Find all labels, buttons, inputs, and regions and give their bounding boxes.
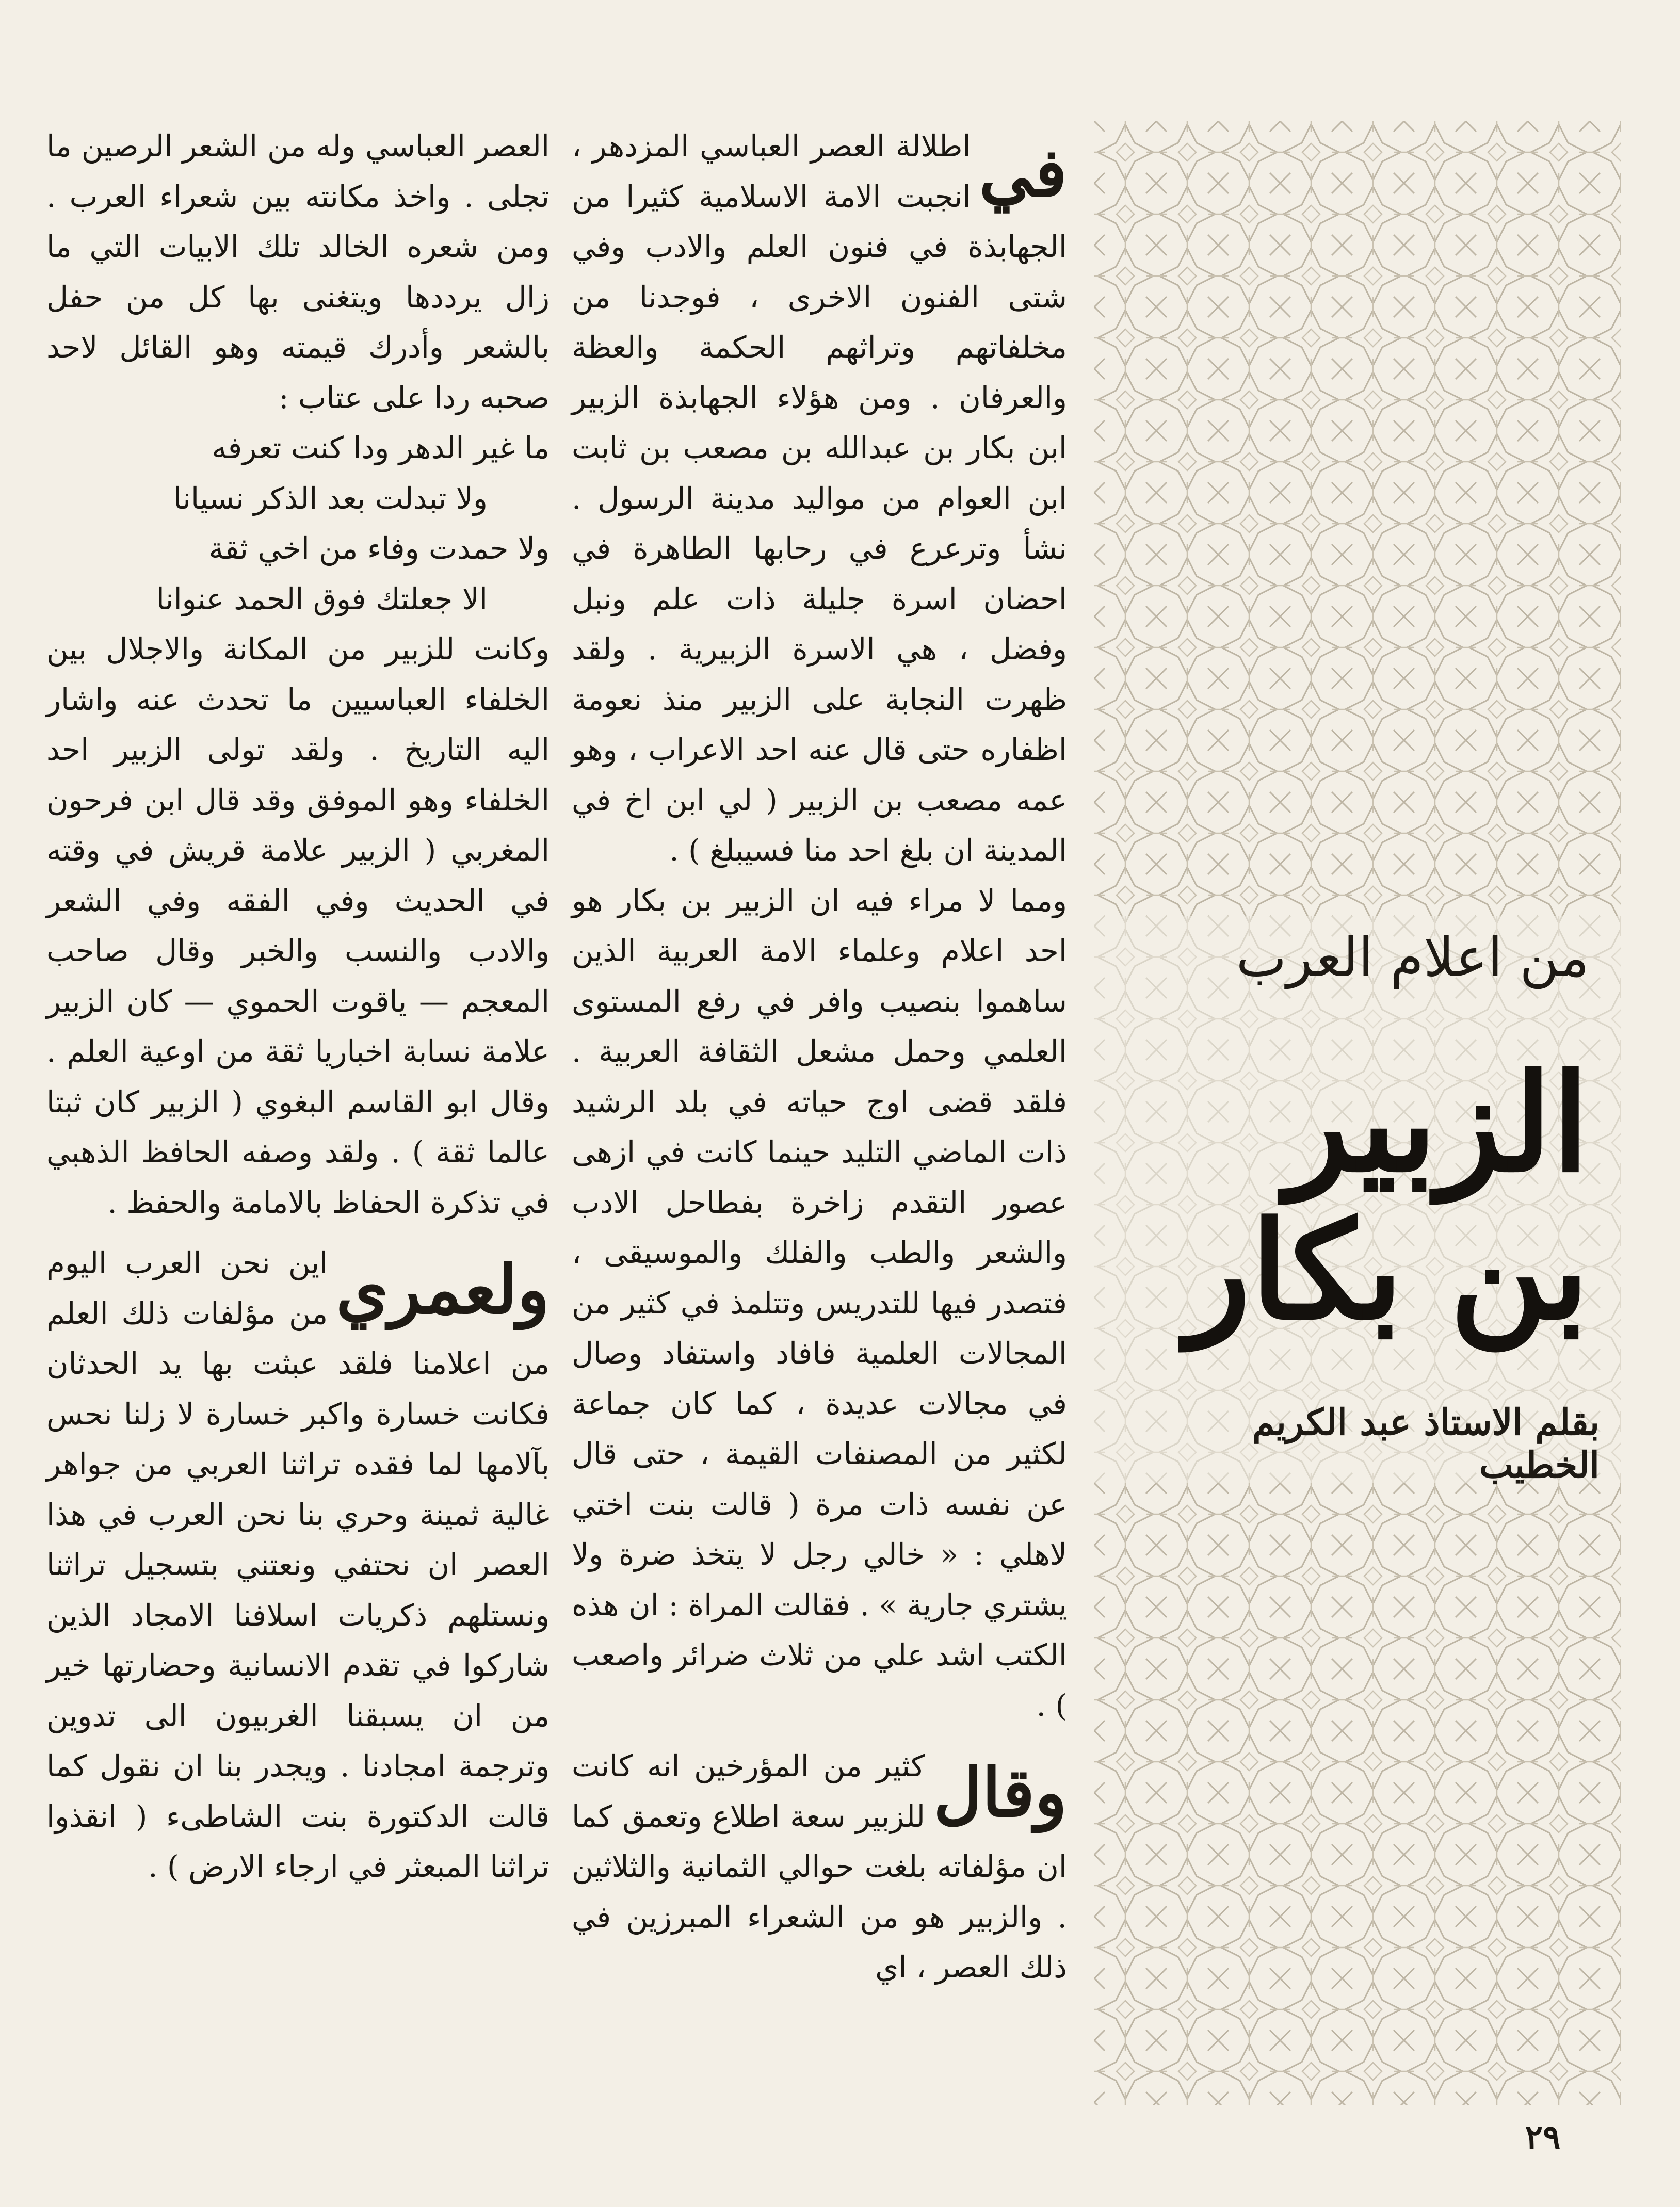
paragraph-4 <box>46 121 550 423</box>
article-title: الزبير بن بكار <box>1186 1045 1589 1350</box>
text-column-left <box>46 121 550 2107</box>
author-byline: بقلم الاستاذ عبد الكريم الخطيب <box>1252 1401 1600 1486</box>
paragraph-text: كثير من المؤرخين انه كانت للزبير سعة اطلاع وتعمق كما ان مؤلفاته بلغت حوالي الثمانية والثلاثين . والزبير هو من الشعراء المبرزين في ذلك العصر ، اي <box>572 1748 1067 1985</box>
paragraph-text: اطلالة العصر العباسي المزدهر ، انجبت الامة الاسلامية كثيرا من الجهابذة في فنون العلم والادب وفي شتى الفنون الاخرى ، فوجدنا من مخلفاتهم وتراثهم الحكمة والعظة والعرفان . ومن هؤلاء الجهابذة الزبير ابن بكار بن عبدالله بن مصعب بن ثابت ابن العوام من مواليد مدينة الرسول . نشأ وترعرع في رحابها الطاهرة في احضان اسرة جليلة ذات علم ونبل وفضل ، هي الاسرة الزبيرية . ولقد ظهرت النجابة على الزبير منذ نعومة اظفاره حتى قال عنه احد الاعراب ، وهو عمه مصعب بن الزبير ( لي ابن اخ في المدينة ان بلغ احد منا فسيبلغ ) . <box>572 128 1067 868</box>
dropcap: ولعمري <box>336 1250 550 1329</box>
paragraph-text: وكانت للزبير من المكانة والاجلال بين الخلفاء العباسيين ما تحدث عنه واشار اليه التاريخ . ولقد تولى الزبير احد الخلفاء وهو الموفق وقد قال ابن فرحون المغربي ( الزبير علامة قريش في وقته في الحديث وفي الفقه وفي الشعر والادب والنسب والخبر وقال صاحب المعجم — ياقوت الحموي — كان الزبير علامة نسابة اخباريا ثقة من اوعية العلم . وقال ابو القاسم البغوي ( الزبير كان ثبتا عالما ثقة ) . ولقد وصفه الحافظ الذهبي في تذكرة الحفاظ بالامامة والحفظ . <box>46 631 550 1220</box>
paragraph-text: اين نحن العرب اليوم من مؤلفات ذلك العلم من اعلامنا فلقد عبثت بها يد الحدثان فكانت خسارة واكبر خسارة لا زلنا نحس بآلامها لما فقده تراثنا العربي من جواهر غالية ثمينة وحري بنا نحن العرب في هذا العصر ان نحتفي ونعتني بتسجيل تراثنا ونستلهم ذكريات اسلافنا الامجاد الذين شاركوا في تقدم الانسانية وحضارتها خير من ان يسبقنا الغربيون الى تدوين وترجمة امجادنا . ويجدر بنا ان نقول كما قالت الدكتورة بنت الشاطىء ( انقذوا تراثنا المبعثر في ارجاء الارض ) . <box>46 1245 550 1884</box>
paragraph-6 <box>46 1238 550 1892</box>
dropcap: في <box>979 133 1067 212</box>
poem-verse: ما غير الدهر ودا كنت تعرفه <box>212 430 550 465</box>
poem-verse: ولا حمدت وفاء من اخي ثقة <box>208 531 550 566</box>
paragraph-2 <box>572 876 1067 1731</box>
dropcap: وقال <box>933 1753 1067 1832</box>
paragraph-1 <box>572 121 1067 876</box>
paragraph-text: العصر العباسي وله من الشعر الرصين ما تجلى . واخذ مكانته بين شعراء العرب . ومن شعره الخالد تلك الابيات التي ما زال يرددها ويتغنى بها كل من حفل بالشعر وأدرك قيمته وهو القائل لاحد صحبه ردا على عتاب : <box>46 128 550 415</box>
poem-verse: الا جعلتك فوق الحمد عنوانا <box>156 581 488 616</box>
paragraph-5 <box>46 624 550 1228</box>
series-heading: من اعلام العرب <box>1236 926 1589 989</box>
page-number: ٢٩ <box>1525 2118 1561 2156</box>
paragraph-text: ومما لا مراء فيه ان الزبير بن بكار هو احد اعلام وعلماء الامة العربية الذين ساهموا بنصيب وافر في رفع المستوى العلمي وحمل مشعل الثقافة العربية . فلقد قضى اوج حياته في بلد الرشيد ذات الماضي التليد حينما كانت في ازهى عصور التقدم زاخرة بفطاحل الادب والشعر والطب والفلك والموسيقى ، فتصدر فيها للتدريس وتتلمذ في كثير من المجالات العلمية فافاد واستفاد وصال في مجالات عديدة ، كما كان جماعة لكثير من المصنفات القيمة ، حتى قال عن نفسه ذات مرة ( قالت بنت اختي لاهلي : « خالي رجل لا يتخذ ضرة ولا يشتري جارية » . فقالت المراة : ان هذه الكتب اشد علي من ثلاث ضرائر واصعب ) . <box>572 883 1067 1723</box>
paragraph-3 <box>572 1741 1067 1993</box>
poem-verse: ولا تبدلت بعد الذكر نسيانا <box>173 480 488 516</box>
text-column-right <box>572 121 1067 2107</box>
